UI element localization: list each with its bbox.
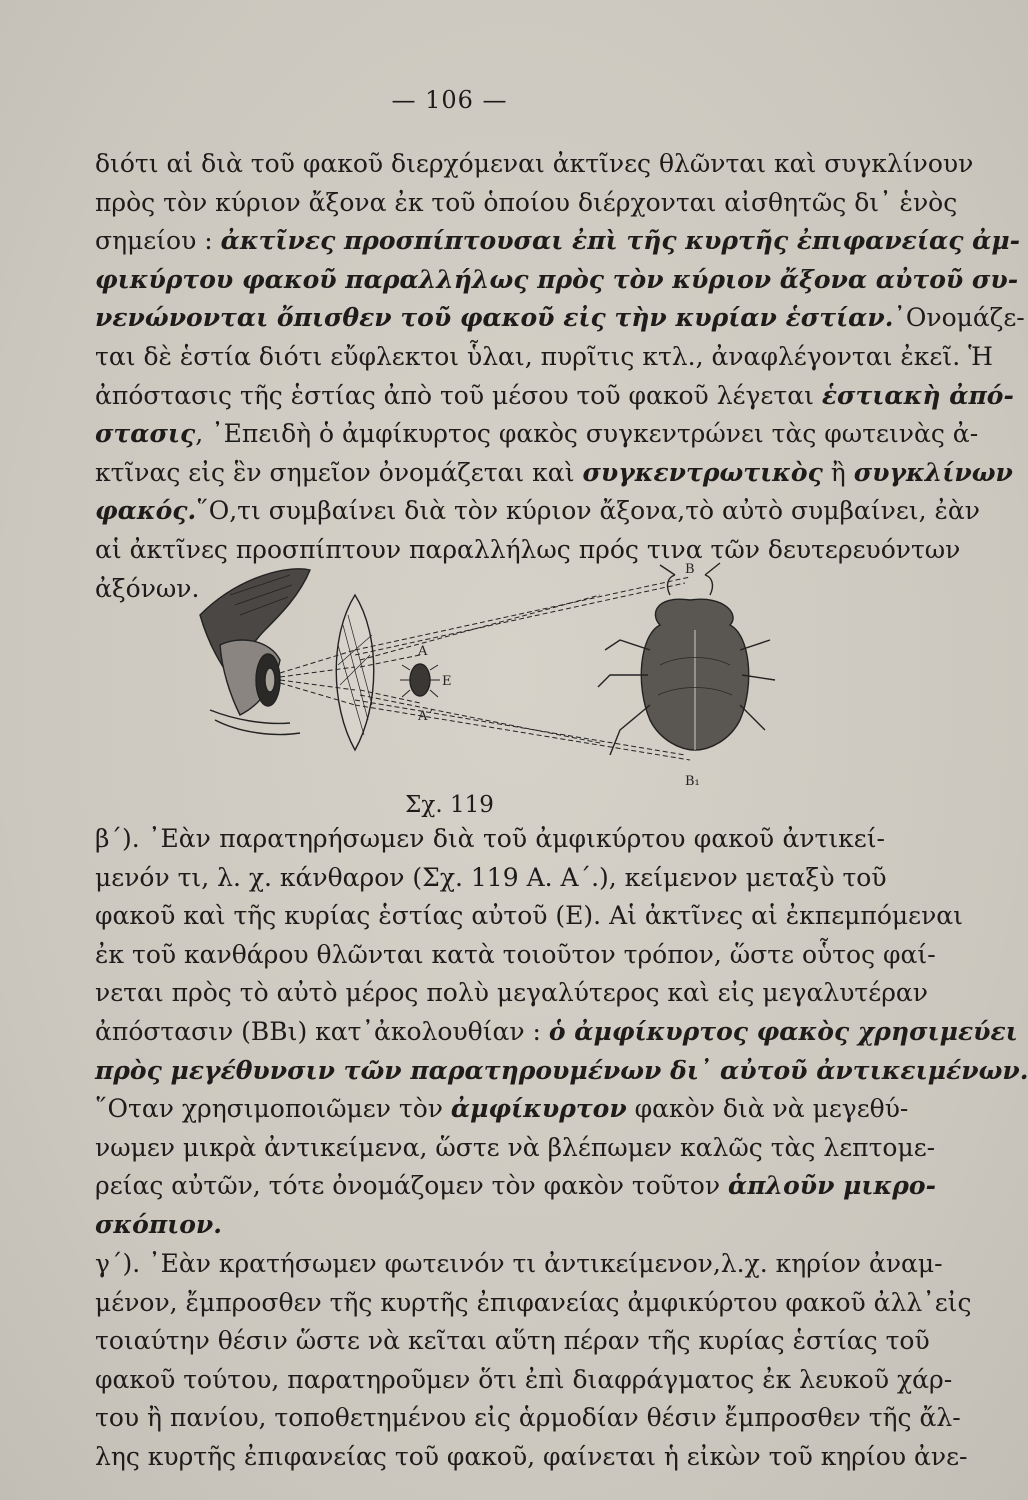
text-line: σκόπιον. [95, 1209, 222, 1239]
text-line: στασις, ᾽Επειδὴ ὁ ἀμφίκυρτος φακὸς συγκεντρώνει τὰς φωτεινὰς ἀ- [95, 419, 979, 449]
paragraph-candle-image [95, 1245, 972, 1477]
text-line: ἀπόστασις τῆς ἑστίας ἀπὸ τοῦ μέσου τοῦ φακοῦ λέγεται ἑστιακὴ ἀπό- [95, 380, 1014, 410]
text-line: του ἢ πανίου, τοποθετημένου εἰς ἁρμοδίαν θέσιν ἔμπροσθεν τῆς ἄλ- [95, 1403, 961, 1433]
text-line: γ΄). ᾽Εὰν κρατήσωμεν φωτεινόν τι ἀντικείμενον,λ.χ. κηρίον ἀναμ- [95, 1249, 943, 1278]
text-line: ἐκ τοῦ κανθάρου θλῶνται κατὰ τοιοῦτον τρόπον, ὥστε οὗτος φαί- [95, 939, 936, 969]
text-line: φακός.῞Ο,τι συμβαίνει διὰ τὸν κύριον ἄξονα,τὸ αὐτὸ συμβαίνει, ἐὰν [95, 496, 980, 526]
figure-caption: Σχ. 119 [405, 792, 494, 818]
text-line: λης κυρτῆς ἐπιφανείας τοῦ φακοῦ, φαίνεται ἡ εἰκὼν τοῦ κηρίου ἀνε- [95, 1441, 968, 1471]
text-line: ἀπόστασιν (ΒΒι) κατ᾽ἀκολουθίαν : ὁ ἀμφίκυρτος φακὸς χρησιμεύει [95, 1016, 1018, 1046]
figure-label-e: E [442, 674, 452, 689]
text-line: κτῖνας εἰς ἓν σημεῖον ὀνομάζεται καὶ συγκεντρωτικὸς ἢ συγκλίνων [95, 457, 1013, 487]
text-line: πρὸς μεγέθυνσιν τῶν παρατηρουμένων δι᾽ αὐτοῦ ἀντικειμένων. [95, 1055, 1028, 1085]
text-line: μενόν τι, λ. χ. κάνθαρον (Σχ. 119 Α. Α΄.), κείμενον μεταξὺ τοῦ [95, 862, 887, 892]
text-line: τοιαύτην θέσιν ὥστε νὰ κεῖται αὕτη πέραν τῆς κυρίας ἑστίας τοῦ [95, 1326, 930, 1356]
text-line: ῞Οταν χρησιμοποιῶμεν τὸν ἀμφίκυρτον φακὸν διὰ νὰ μεγεθύ- [95, 1094, 909, 1124]
text-line: νωμεν μικρὰ ἀντικείμενα, ὥστε νὰ βλέπωμεν καλῶς τὰς λεπτομε- [95, 1132, 936, 1162]
small-beetle-illustration [400, 664, 440, 697]
paragraph-lens-focus [95, 145, 1025, 608]
text-line: αἱ ἀκτῖνες προσπίπτουν παραλλήλως πρός τινα τῶν δευτερευόντων [95, 534, 961, 564]
paragraph-magnifier [95, 820, 1028, 1245]
text-line: φακοῦ τούτου, παρατηροῦμεν ὅτι ἐπὶ διαφράγματος ἐκ λευκοῦ χάρ- [95, 1364, 953, 1394]
text-line: φικύρτου φακοῦ παραλλήλως πρὸς τὸν κύριον ἄξονα αὐτοῦ συ- [95, 264, 1019, 294]
figure-lens-beetle-illustration [180, 555, 740, 790]
figure-label-a: A [418, 644, 428, 659]
text-line: β΄). ᾽Εὰν παρατηρήσωμεν διὰ τοῦ ἀμφικύρτου φακοῦ ἀντικεί- [95, 824, 885, 853]
figure-label-a-prime: A΄ [418, 709, 434, 724]
text-line: νενώνονται ὄπισθεν τοῦ φακοῦ εἰς τὴν κυρίαν ἑστίαν.᾽Ονομάζε- [95, 303, 1025, 333]
text-line: σημείου : ἀκτῖνες προσπίπτουσαι ἐπὶ τῆς κυρτῆς ἐπιφανείας ἀμ- [95, 226, 1021, 256]
text-line: ται δὲ ἑστία διότι εὔφλεκτοι ὗλαι, πυρῖτις κτλ., ἀναφλέγονται ἐκεῖ. Ἡ [95, 341, 993, 371]
page-number: — 106 — [391, 86, 508, 114]
text-line: νεται πρὸς τὸ αὐτὸ μέρος πολὺ μεγαλύτερος καὶ εἰς μεγαλυτέραν [95, 978, 928, 1008]
text-line: ἀξόνων. [95, 573, 200, 603]
biconvex-lens-illustration [336, 595, 374, 750]
eye-illustration [200, 569, 310, 735]
figure-label-b1: B₁ [685, 774, 700, 789]
text-line: ρείας αὐτῶν, τότε ὀνομάζομεν τὸν φακὸν τοῦτον ἁπλοῦν μικρο- [95, 1171, 936, 1201]
text-line: πρὸς τὸν κύριον ἄξονα ἐκ τοῦ ὁποίου διέρχονται αἰσθητῶς δι᾽ ἑνὸς [95, 187, 958, 217]
text-line: φακοῦ καὶ τῆς κυρίας ἑστίας αὐτοῦ (Ε). Αἱ ἀκτῖνες αἱ ἐκπεμπόμεναι [95, 901, 963, 931]
figure-label-b: B [685, 562, 695, 577]
text-line: μένον, ἔμπροσθεν τῆς κυρτῆς ἐπιφανείας ἀμφικύρτου φακοῦ ἀλλ᾽εἰς [95, 1287, 972, 1317]
text-line: διότι αἱ διὰ τοῦ φακοῦ διερχόμεναι ἀκτῖνες θλῶνται καὶ συγκλίνουν [95, 149, 974, 178]
